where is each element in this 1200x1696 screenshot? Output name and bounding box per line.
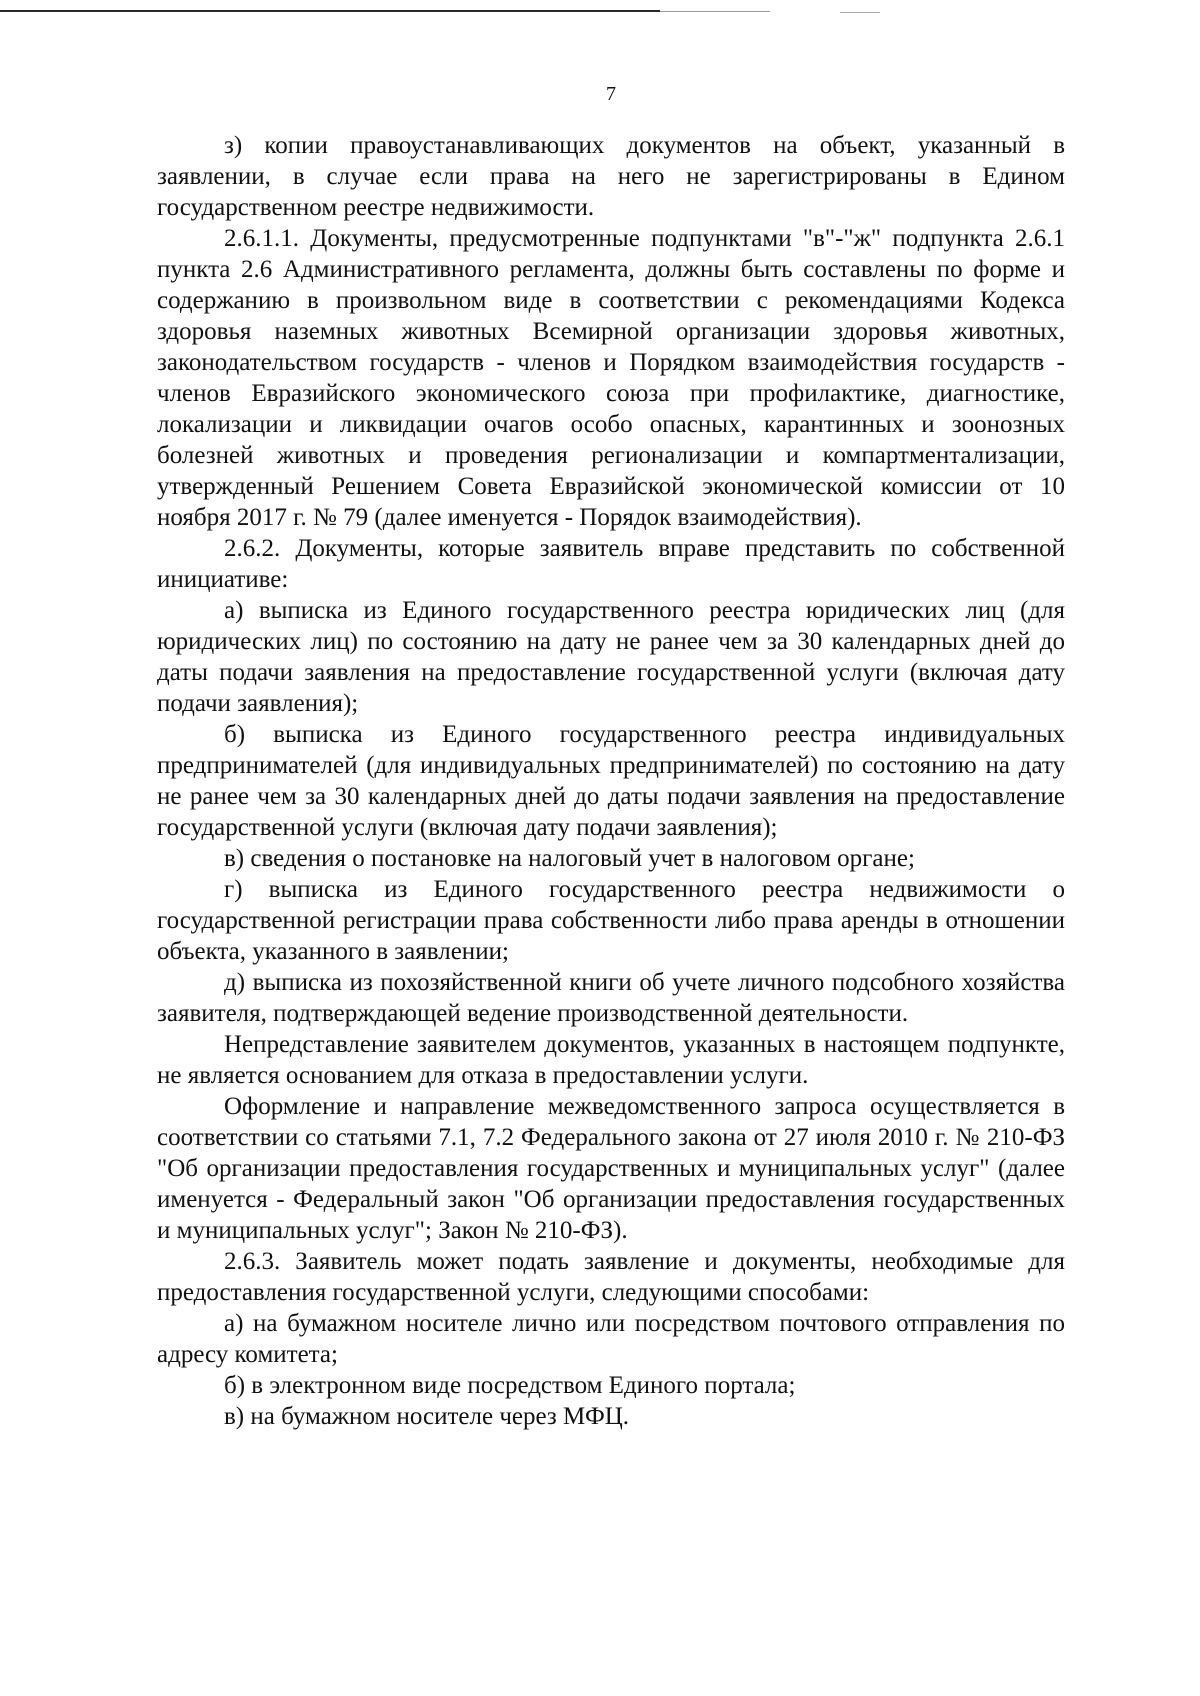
- paragraph-g: г) выписка из Единого государственного реестра недвижимости о государственной регистрации права собственности либо права аренды в отношении объекта, указанного в заявлении;: [157, 876, 1065, 965]
- paragraph-d: д) выписка из похозяйственной книги об учете личного подсобного хозяйства заявителя, подтверждающей ведение производственной деятельности.: [157, 969, 1065, 1027]
- paragraph-interagency-request: Оформление и направление межведомственного запроса осуществляется в соответствии со статьями 7.1, 7.2 Федерального закона от 27 июля 2010 г. № 210-ФЗ "Об организации предоставления государственных и муниципальных услуг" (далее именуется - Федеральный закон "Об организации предоставления государственных и муниципальных услуг"; Закон № 210-ФЗ).: [157, 1093, 1065, 1244]
- scan-artifact-line: [0, 10, 660, 12]
- paragraph-z: з) копии правоустанавливающих документов на объект, указанный в заявлении, в случае если права на него не зарегистрированы в Едином государственном реестре недвижимости.: [157, 132, 1065, 221]
- scan-artifact-line: [660, 11, 770, 12]
- paragraph-method-a: а) на бумажном носителе лично или посредством почтового отправления по адресу комитета;: [157, 1310, 1065, 1368]
- paragraph-v: в) сведения о постановке на налоговый учет в налоговом органе;: [224, 845, 915, 872]
- paragraph-a: а) выписка из Единого государственного реестра юридических лиц (для юридических лиц) по состоянию на дату не ранее чем за 30 календарных дней до даты подачи заявления на предоставление государственной услуги (включая дату подачи заявления);: [157, 597, 1065, 717]
- paragraph-method-v: в) на бумажном носителе через МФЦ.: [224, 1403, 630, 1430]
- paragraph-non-submission: Непредставление заявителем документов, указанных в настоящем подпункте, не является основанием для отказа в предоставлении услуги.: [157, 1031, 1065, 1089]
- page-number: 7: [606, 83, 616, 105]
- paragraph-2-6-3: 2.6.3. Заявитель может подать заявление и документы, необходимые для предоставления государственной услуги, следующими способами:: [157, 1248, 1065, 1306]
- paragraph-2-6-1-1: 2.6.1.1. Документы, предусмотренные подпунктами "в"-"ж" подпункта 2.6.1 пункта 2.6 Административного регламента, должны быть составлены по форме и содержанию в произвольном виде в соответствии с рекомендациями Кодекса здоровья наземных животных Всемирной организации здоровья животных, законодательством государств - членов и Порядком взаимодействия государств - членов Евразийского экономического союза при профилактике, диагностике, локализации и ликвидации очагов особо опасных, карантинных и зоонозных болезней животных и проведения регионализации и компартментализации, утвержденный Решением Совета Евразийской экономической комиссии от 10 ноября 2017 г. № 79 (далее именуется - Порядок взаимодействия).: [157, 225, 1065, 531]
- paragraph-method-b: б) в электронном виде посредством Единого портала;: [224, 1372, 796, 1399]
- document-page: [157, 82, 1065, 1432]
- paragraph-b: б) выписка из Единого государственного реестра индивидуальных предпринимателей (для индивидуальных предпринимателей) по состоянию на дату не ранее чем за 30 календарных дней до даты подачи заявления на предоставление государственной услуги (включая дату подачи заявления);: [157, 721, 1065, 841]
- scan-artifact-line: [840, 12, 880, 13]
- paragraph-2-6-2: 2.6.2. Документы, которые заявитель вправе представить по собственной инициативе:: [157, 535, 1065, 593]
